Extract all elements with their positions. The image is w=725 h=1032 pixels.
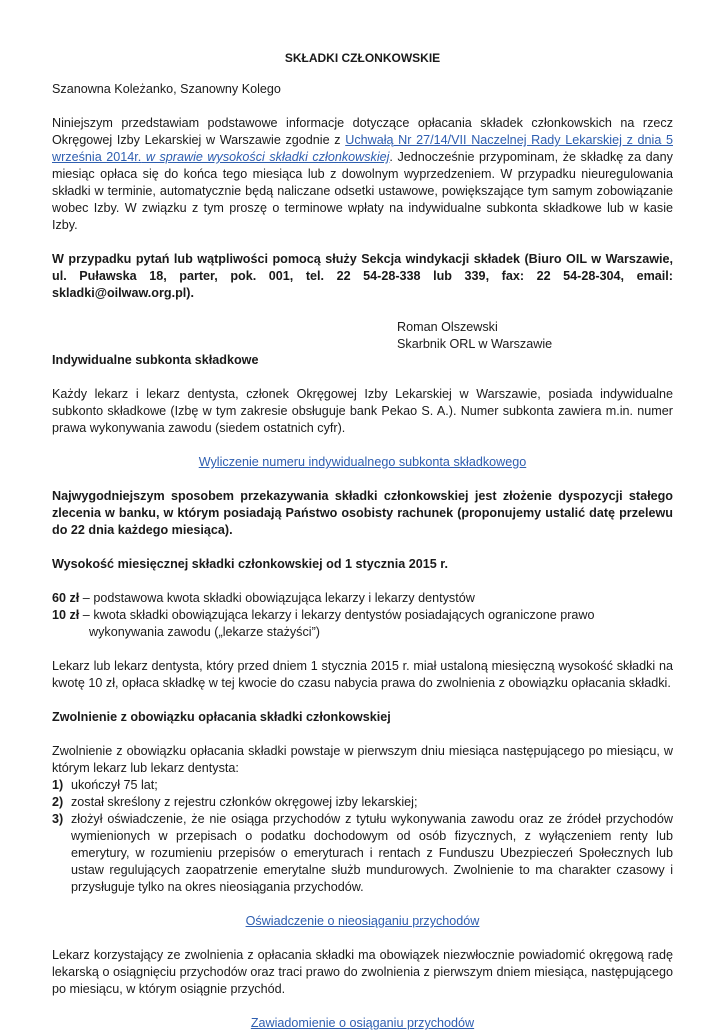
fee-description: – podstawowa kwota składki obowiązująca lekarzy i lekarzy dentystów — [79, 591, 475, 605]
subaccounts-text: Każdy lekarz i lekarz dentysta, członek Okręgowej Izby Lekarskiej w Warszawie, posiada indywidualne subkonto składkowe (Izbę w tym zakresie obsługuje bank Pekao S. A.). Numer subkonta zawiera m.in. numer prawa wykonywania zawodu (siedem ostatnich cyfr). — [52, 387, 673, 435]
fee-list — [52, 590, 673, 641]
fee-item — [52, 590, 673, 607]
list-text: został skreślony z rejestru członków okręgowej izby lekarskiej; — [71, 795, 418, 809]
fee-description: – kwota składki obowiązująca lekarzy i lekarzy dentystów posiadających ograniczone prawo — [79, 608, 595, 622]
contact-paragraph: W przypadku pytań lub wątpliwości pomocą służy Sekcja windykacji składek (Biuro OIL w Warszawie, ul. Puławska 18, parter, pok. 001, tel. 22 54-28-338 lub 339, fax: 22 54-28-304, email: skladki@oilwaw.org.pl). — [52, 252, 673, 300]
list-item — [52, 777, 673, 794]
signature-name: Roman Olszewski — [397, 320, 498, 334]
signature-role: Skarbnik ORL w Warszawie — [397, 337, 553, 351]
document-page — [52, 50, 673, 1032]
income-notification-link[interactable]: Zawiadomienie o osiąganiu przychodów — [250, 1016, 475, 1030]
greeting: Szanowna Koleżanko, Szanowny Kolego — [52, 82, 281, 96]
exemption-heading: Zwolnienie z obowiązku opłacania składki członkowskiej — [52, 710, 391, 724]
fee-item — [52, 607, 673, 624]
no-income-statement-link[interactable]: Oświadczenie o nieosiąganiu przychodów — [245, 914, 480, 928]
subaccount-number-link[interactable]: Wyliczenie numeru indywidualnego subkonta składkowego — [198, 455, 527, 469]
list-number: 2) — [52, 795, 64, 809]
income-notice: Lekarz korzystający ze zwolnienia z opłacania składki ma obowiązek niezwłocznie powiadomić okręgową radę lekarską o osiągnięciu przychodów oraz traci prawo do zwolnienia z pierwszym dniem miesiąca, następującego po miesiącu, w którym osiągnie przychód. — [52, 948, 673, 996]
list-item — [52, 794, 673, 811]
exemption-list — [52, 777, 673, 896]
list-text: ukończył 75 lat; — [71, 778, 158, 792]
fee-amount: 10 zł — [52, 608, 80, 622]
list-number: 3) — [52, 812, 64, 826]
standing-order-paragraph: Najwygodniejszym sposobem przekazywania składki członkowskiej jest złożenie dyspozycji stałego zlecenia w banku, w którym posiadają Państwo osobisty rachunek (proponujemy ustalić datę przelewu do 22 dnia każdego miesiąca). — [52, 489, 673, 537]
fee-description-continued: wykonywania zawodu („lekarze stażyści”) — [89, 625, 320, 639]
subaccounts-heading: Indywidualne subkonta składkowe — [52, 353, 259, 367]
list-number: 1) — [52, 778, 64, 792]
intro-text: Niniejszym przedstawiam podstawowe informacje dotyczące opłacania składek członkowskich na rzecz Okręgowej Izby Lekarskiej w Warszawie zgodnie z — [52, 116, 673, 147]
intro-paragraph — [52, 115, 673, 234]
resolution-link-italic: w sprawie wysokości składki członkowskiej — [141, 150, 390, 164]
fee-amount: 60 zł — [52, 591, 80, 605]
fee-note: Lekarz lub lekarz dentysta, który przed dniem 1 stycznia 2015 r. miał ustaloną miesięczną wysokość składki na kwotę 10 zł, opłaca składkę w tej kwocie do czasu nabycia prawa do zwolnienia z obowiązku opłacania składki. — [52, 659, 673, 690]
fee-heading: Wysokość miesięcznej składki członkowskiej od 1 stycznia 2015 r. — [52, 557, 448, 571]
page-title: SKŁADKI CZŁONKOWSKIE — [284, 51, 441, 65]
intro-text-continued: . Jednocześnie przypominam, że składkę za dany miesiąc opłaca się do końca tego miesiąca lub z dowolnym wyprzedzeniem. W przypadku nieuregulowania składki w terminie, automatycznie będą naliczane odsetki ustawowe, powiększające tym samym zobowiązanie wobec Izby. W związku z tym proszę o terminowe wpłaty na indywidualne subkonta składkowe lub w kasie Izby. — [52, 150, 673, 232]
list-text: złożył oświadczenie, że nie osiąga przychodów z tytułu wykonywania zawodu oraz ze źródeł przychodów wymienionych w przepisach o podatku dochodowym od osób fizycznych, z wyłączeniem renty lub emerytury, w rozumieniu przepisów o emeryturach i rentach z Funduszu Ubezpieczeń Społecznych lub ustaw regulujących zaopatrzenie emerytalne służb mundurowych. Zwolnienie to ma charakter czasowy i przysługuje tylko na okres nieosiągania przychodów. — [71, 812, 673, 894]
exemption-intro: Zwolnienie z obowiązku opłacania składki powstaje w pierwszym dniu miesiąca następującego po miesiącu, w którym lekarz lub lekarz dentysta: — [52, 744, 673, 775]
resolution-link-text: Uchwałą Nr 27/14/VII Naczelnej Rady Lekarskiej z dnia 5 września 2014r. — [52, 133, 673, 164]
list-item — [52, 811, 673, 896]
